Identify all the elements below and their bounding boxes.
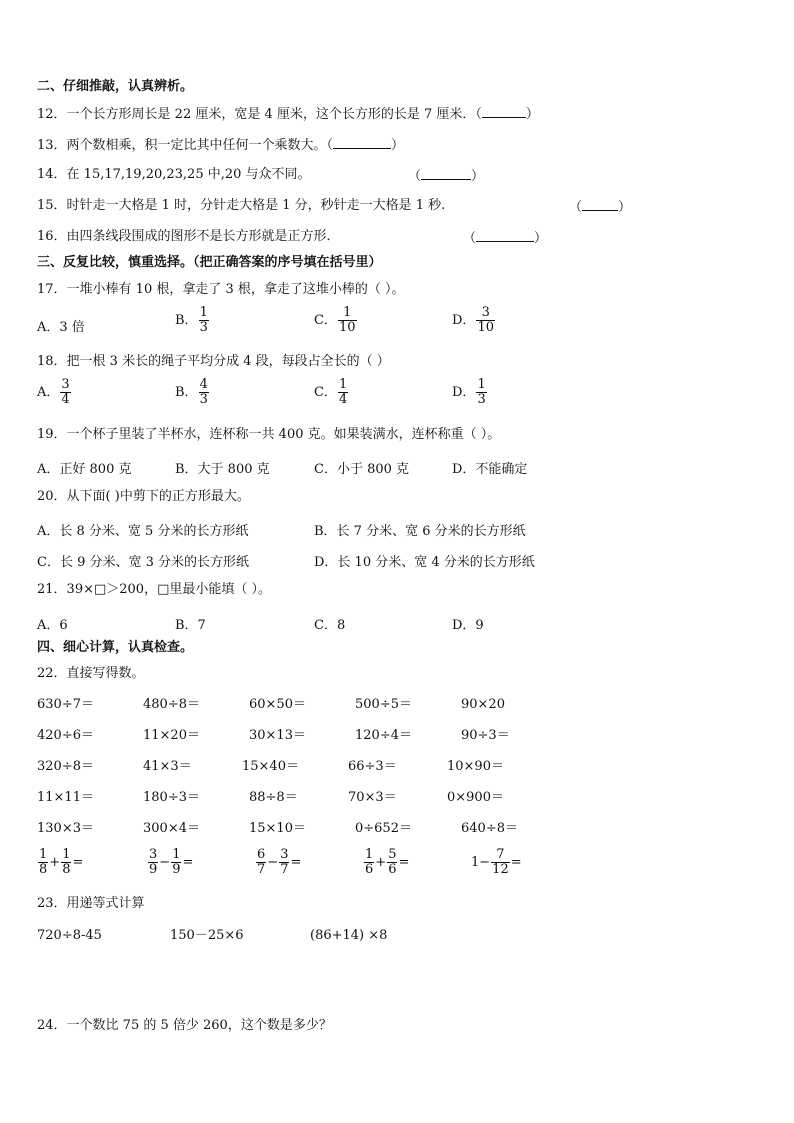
q21-option-b[interactable]: B．7: [175, 618, 206, 633]
calc-item: 120÷4＝: [355, 728, 412, 743]
calc-item: 90×20: [461, 697, 505, 712]
q18-option-b[interactable]: B． $\frac{4}{3}$: [175, 377, 208, 407]
fraction: $\frac{4}{3}$: [199, 377, 208, 407]
fraction: $\frac{1}{10}$: [338, 305, 356, 335]
calc-item: 66÷3＝: [348, 759, 397, 774]
q19-option-c[interactable]: C．小于 800 克: [314, 462, 410, 477]
question-13: 13．两个数相乘，积一定比其中任何一个乘数大。（ ）: [37, 138, 405, 153]
fraction-expression: $\frac{1}{6}$ + $\frac{5}{6}$ =: [365, 847, 410, 877]
question-24-stem: 24．一个数比 75 的 5 倍少 260，这个数是多少？: [37, 1018, 332, 1033]
step-calc-item: 720÷8-45: [37, 928, 102, 943]
calc-item: 300×4＝: [143, 821, 200, 836]
calc-item: 630÷7＝: [37, 697, 94, 712]
step-calc-item: 150－25×6: [170, 928, 244, 943]
question-18-stem: 18．把一根 3 米长的绳子平均分成 4 段，每段占全长的（ ）: [37, 354, 390, 369]
calc-item: 60×50＝: [249, 697, 306, 712]
answer-blank[interactable]: [476, 229, 534, 242]
q20-option-b[interactable]: B．长 7 分米、宽 6 分米的长方形纸: [314, 524, 526, 539]
fraction: $\frac{1}{4}$: [338, 377, 348, 407]
calc-item: 500÷5＝: [355, 697, 412, 712]
question-16-answer: （ ）: [463, 231, 548, 246]
question-13-text: 13．两个数相乘，积一定比其中任何一个乘数大。（: [37, 138, 334, 153]
q18-option-a[interactable]: A． $\frac{3}{4}$: [37, 377, 70, 407]
answer-blank[interactable]: [421, 167, 471, 180]
question-15-answer: （ ）: [569, 200, 632, 215]
calc-item: 11×11＝: [37, 790, 94, 805]
q17-option-c[interactable]: C． $\frac{1}{10}$: [314, 305, 356, 335]
q20-option-c[interactable]: C．长 9 分米、宽 3 分米的长方形纸: [37, 555, 250, 570]
q20-option-a[interactable]: A．长 8 分米、宽 5 分米的长方形纸: [37, 524, 249, 539]
q17-option-d[interactable]: D． $\frac{3}{10}$: [452, 305, 494, 335]
calc-item: 130×3＝: [37, 821, 94, 836]
fraction: $\frac{1}{3}$: [199, 305, 208, 335]
answer-blank[interactable]: [582, 198, 618, 211]
section-title-2: 二、仔细推敲，认真辨析。: [37, 79, 194, 94]
calc-item: 0×900＝: [447, 790, 504, 805]
q21-option-d[interactable]: D．9: [452, 618, 484, 633]
calc-item: 320÷8＝: [37, 759, 94, 774]
calc-item: 10×90＝: [447, 759, 504, 774]
question-14-text: 14．在 15,17,19,20,23,25 中,20 与众不同。: [37, 167, 311, 182]
q19-option-d[interactable]: D．不能确定: [452, 462, 528, 477]
answer-blank[interactable]: [482, 105, 526, 118]
section-title-3: 三、反复比较，慎重选择。（把正确答案的序号填在括号里）: [37, 255, 382, 270]
section-title-4: 四、细心计算，认真检查。: [37, 640, 194, 655]
question-17-stem: 17．一堆小棒有 10 根，拿走了 3 根，拿走了这堆小棒的（ ）。: [37, 282, 405, 297]
calc-item: 88÷8＝: [249, 790, 298, 805]
calc-item: 180÷3＝: [143, 790, 200, 805]
question-16-text: 16．由四条线段围成的图形不是长方形就是正方形．: [37, 229, 340, 244]
q17-option-b[interactable]: B． $\frac{1}{3}$: [175, 305, 208, 335]
question-21-stem: 21．39×□＞200，□里最小能填（ ）。: [37, 582, 271, 597]
q17-option-a[interactable]: A．3 倍: [37, 320, 85, 335]
calc-item: 30×13＝: [249, 728, 306, 743]
calc-item: 15×40＝: [242, 759, 299, 774]
fraction-expression: $\frac{3}{9}$ − $\frac{1}{9}$ =: [149, 847, 194, 877]
calc-item: 11×20＝: [143, 728, 200, 743]
question-15-text: 15．时针走一大格是 1 时，分针走大格是 1 分，秒针走一大格是 1 秒.: [37, 198, 446, 213]
calc-item: 15×10＝: [249, 821, 306, 836]
answer-blank[interactable]: [333, 136, 391, 149]
calc-item: 70×3＝: [348, 790, 397, 805]
calc-item: 0÷652＝: [355, 821, 412, 836]
question-19-stem: 19．一个杯子里装了半杯水，连杯称一共 400 克。如果装满水，连杯称重（ ）。: [37, 427, 501, 442]
calc-item: 90÷3＝: [461, 728, 510, 743]
q18-option-d[interactable]: D． $\frac{1}{3}$: [452, 377, 486, 407]
fraction: $\frac{3}{10}$: [477, 305, 494, 335]
step-calc-item: (86+14) ×8: [310, 928, 388, 943]
q20-option-d[interactable]: D．长 10 分米、宽 4 分米的长方形纸: [314, 555, 535, 570]
question-23-stem: 23．用递等式计算: [37, 896, 145, 911]
calc-item: 41×3＝: [143, 759, 192, 774]
fraction: $\frac{1}{3}$: [477, 377, 486, 407]
fraction-expression: $\frac{6}{7}$ − $\frac{3}{7}$ =: [257, 847, 302, 877]
question-12: 12．一个长方形周长是 22 厘米，宽是 4 厘米，这个长方形的长是 7 厘米．（ ）: [37, 107, 539, 122]
question-14: [37, 167, 311, 183]
q21-option-c[interactable]: C．8: [314, 618, 346, 633]
calc-item: 480÷8＝: [143, 697, 200, 712]
q19-option-b[interactable]: B．大于 800 克: [175, 462, 270, 477]
question-14-answer: （ ）: [408, 169, 485, 184]
fraction-expression: $\frac{1}{8}$ + $\frac{1}{8}$ =: [39, 847, 84, 877]
calc-item: 420÷6＝: [37, 728, 94, 743]
q18-option-c[interactable]: C． $\frac{1}{4}$: [314, 377, 348, 407]
fraction-expression: 1− $\frac{7}{12}$ =: [471, 847, 522, 877]
question-20-stem: 20．从下面( )中剪下的正方形最大。: [37, 489, 250, 504]
question-15: [37, 198, 445, 214]
q19-option-a[interactable]: A．正好 800 克: [37, 462, 132, 477]
fraction: $\frac{3}{4}$: [61, 377, 70, 407]
question-12-text: 12．一个长方形周长是 22 厘米，宽是 4 厘米，这个长方形的长是 7 厘米．（: [37, 107, 482, 122]
question-16: [37, 229, 340, 245]
question-22-stem: 22．直接写得数。: [37, 666, 145, 681]
calc-item: 640÷8＝: [461, 821, 518, 836]
q21-option-a[interactable]: A．6: [37, 618, 68, 633]
